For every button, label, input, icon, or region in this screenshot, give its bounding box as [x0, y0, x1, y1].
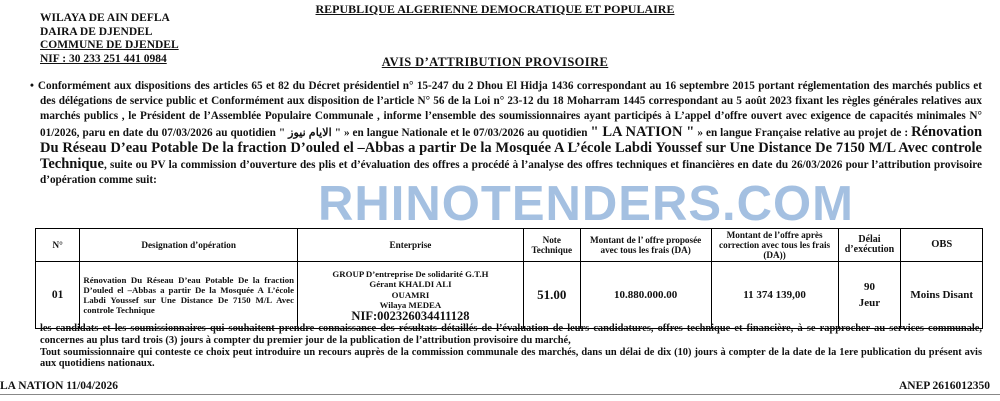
attribution-table: [35, 228, 983, 329]
cell-delai: [838, 262, 901, 329]
delai-value: 90: [863, 281, 875, 293]
newspaper-nation: " LA NATION ": [590, 123, 695, 140]
cell-obs: Moins Disant: [901, 262, 983, 329]
cell-designation: Rénovation Du Réseau D’eau Potable De la fraction D’ouled el –Abbas a partir De la Mosquée A L’école Labdi Youssef sur Une Distance De 7150 M/L Avec controle Technique: [80, 262, 298, 329]
body-p2: " » en langue Nationale et le 07/03/2026 au quotidien: [334, 126, 591, 139]
commune: COMMUNE DE DJENDEL: [40, 39, 179, 51]
cell-montant: 10.880.000.00: [580, 262, 711, 329]
daira: DAIRA DE DJENDEL: [40, 25, 153, 38]
arabic-newspaper: الايام نيوز: [288, 126, 332, 139]
cell-note: 51.00: [523, 262, 580, 329]
cell-num: 01: [36, 262, 80, 329]
watermark: RHINOTENDERS.COM: [318, 177, 854, 231]
col-obs: OBS: [901, 229, 983, 262]
col-delai: Délai d’exécution: [838, 229, 901, 262]
footer-p1: les candidats et les soumissionnaires qui souhaitent prendre connaissance des résultats détaillés de l’évaluation de leurs candidatures, offres technique et financière, à se rapprocher au services communale, concernes au plus tard trois (3) jours à compter du premier jour de la publication de l’attribution provisoire du marché,: [40, 323, 982, 346]
republic-title: REPUBLIQUE ALGERIENNE DEMOCRATIQUE ET POPULAIRE: [315, 2, 675, 16]
col-num: N°: [36, 229, 80, 262]
wilaya: WILAYA DE AIN DEFLA: [40, 12, 170, 24]
body-p1: Conformément aux dispositions des articles 65 et 82 du Décret présidentiel n° 15-247 du 2 Dhou El Hidja 1436 correspondant au 16 septembre 2015 portant réglementation des marchés publics et des délégations de service public et Conformément aux disposition de l’article N° 56 de la Loi n° 23-12 du 18 Moharram 1445 correspondant au 5 août 2023 fixant les règles générales relatives aux marchés publics , le Président de l’Assemblée Populaire Communale , informe l’ensemble des soumissionnaires ayant participés à L’appel d’offre ouvert avec exigence de capacités minimales N° 01/2026, paru en date du 07/03/2026 au quotidien ": [37, 80, 982, 139]
notice-title: AVIS D’ATTRIBUTION PROVISOIRE: [381, 55, 609, 69]
anep-reference: ANEP 2616012350: [898, 380, 990, 392]
project-title: Rénovation Du Réseau D’eau Potable De la fraction D’ouled el –Abbas a partir De la Mosquée A L’école Labdi Youssef sur Une Distance De 7150 M/L Avec controle Technique: [40, 123, 983, 173]
enterprise-wilaya: Wilaya MEDEA: [379, 300, 442, 311]
table-header-row: [36, 229, 983, 262]
publication-date: LA NATION 11/04/2026: [0, 380, 118, 392]
nif: NIF : 30 233 251 441 0984: [40, 52, 167, 65]
col-montant-corr: Montant de l’offre après correction avec tous les frais (DA)): [711, 229, 838, 262]
table-row: [36, 262, 983, 329]
body-p3: » en langue Française relative au projet de :: [697, 126, 912, 139]
enterprise-manager: Gérant KHALDI ALI: [369, 279, 452, 290]
enterprise-name: GROUP D’entreprise De solidarité G.T.H: [332, 268, 489, 279]
col-note: Note Technique: [523, 229, 580, 262]
bottom-rule: [0, 394, 1000, 395]
bullet-icon: •: [30, 80, 34, 92]
col-montant: Montant de l’ offre proposée avec tous les frais (DA): [580, 229, 711, 262]
delai-unit: Jeur: [858, 297, 881, 309]
footer-p2: Tout soumissionnaire qui conteste ce choix peut introduire un recours auprès de la commission communale des marchés, dans un délai de dix (10) jours à compter de la date de la 1ere publication du présent avis aux quotidiens nationaux.: [40, 346, 982, 370]
enterprise-nif: NIF:002326034411128: [351, 308, 470, 323]
col-designation: Designation d’opération: [80, 229, 298, 262]
cell-montant-corr: 11 374 139,00: [711, 262, 838, 329]
col-enterprise: Enterprise: [298, 229, 524, 262]
notice-body: [30, 79, 983, 188]
enterprise-manager-2: OUAMRI: [391, 289, 430, 300]
body-p4: , suite ou PV la commission d’ouverture des plis et d’évaluation des offres a procédé à l’analyse des offres techniques et financières en date du 26/03/2026 pour l’attribution provisoire d’opération comme suit:: [40, 159, 982, 187]
footer-text: [40, 323, 982, 370]
cell-enterprise: [298, 262, 524, 329]
